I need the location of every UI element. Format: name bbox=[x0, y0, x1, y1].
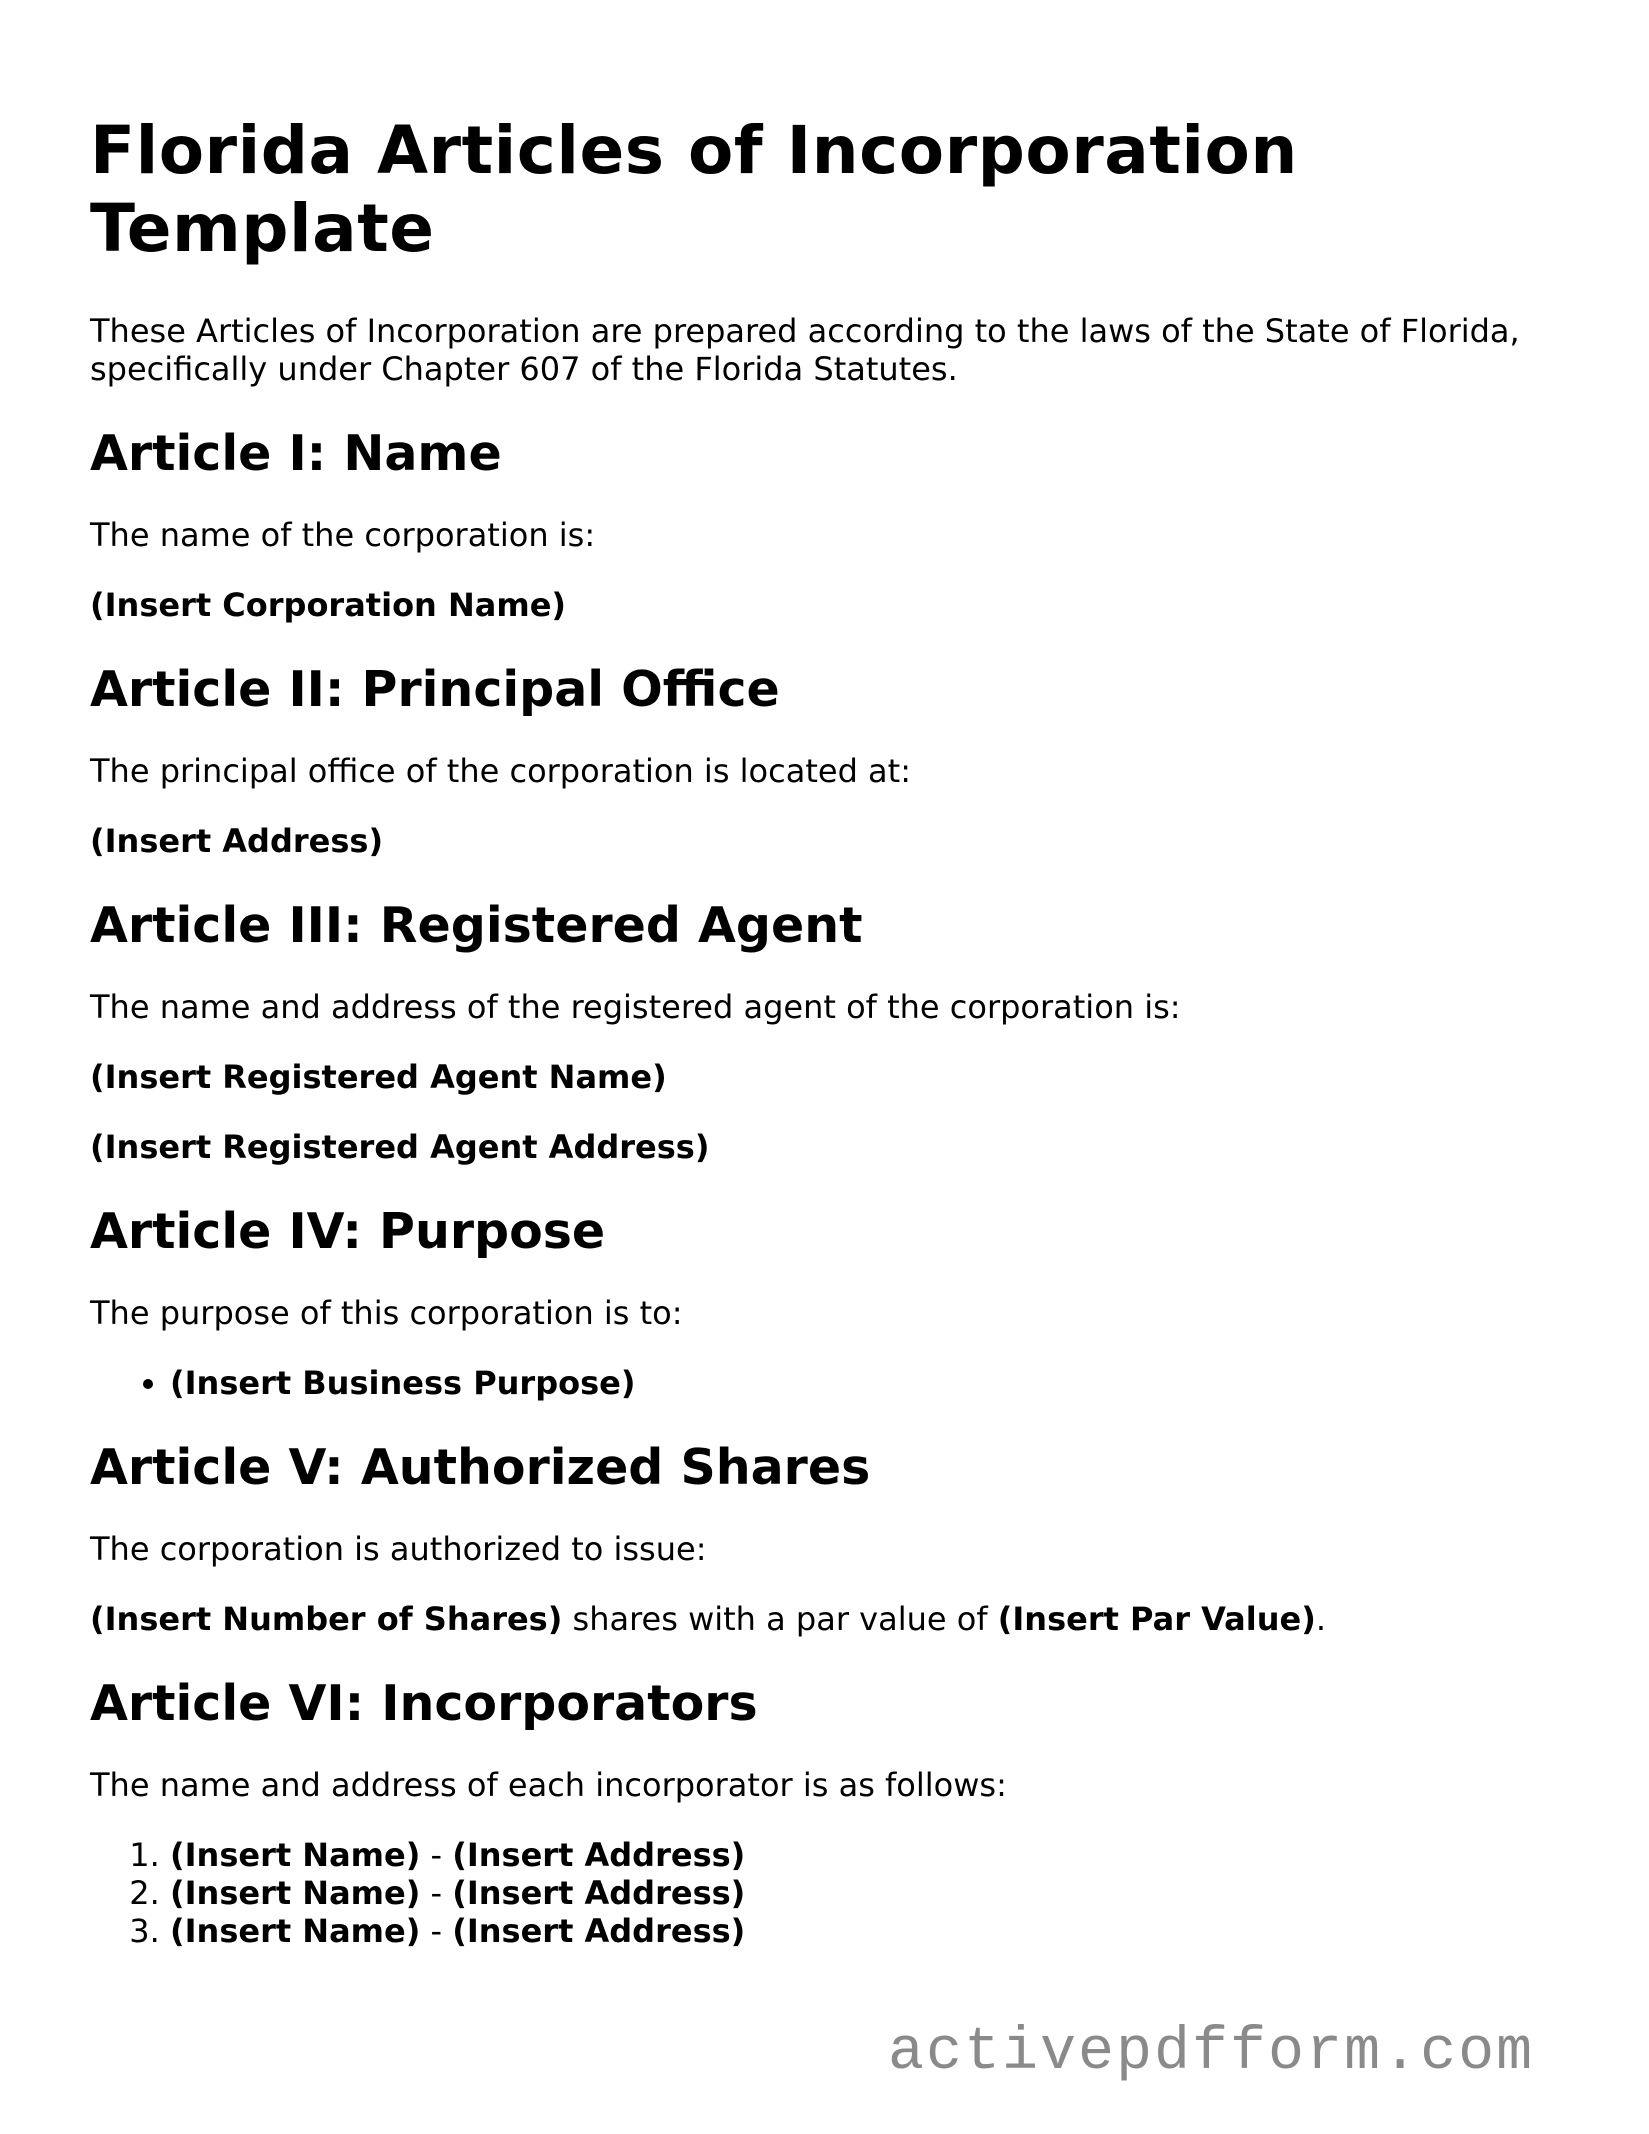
article-office-heading: Article II: Principal Office bbox=[90, 661, 780, 718]
incorporator-separator: - bbox=[420, 1836, 453, 1874]
watermark: activepdfform.com bbox=[888, 2019, 1535, 2087]
shares-end-text: . bbox=[1315, 1600, 1326, 1638]
office-address-placeholder: (Insert Address) bbox=[90, 822, 384, 860]
incorporator-item bbox=[170, 1912, 1570, 1950]
incorporator-separator: - bbox=[420, 1874, 453, 1912]
article-purpose-section bbox=[90, 1202, 1570, 1402]
purpose-list-item: • (Insert Business Purpose) bbox=[170, 1364, 1570, 1402]
article-shares-heading: Article V: Authorized Shares bbox=[90, 1439, 871, 1496]
article-office-text: The principal office of the corporation is located at: bbox=[90, 752, 911, 790]
incorporator-address-placeholder: (Insert Address) bbox=[452, 1874, 746, 1912]
article-name-section bbox=[90, 424, 1570, 624]
incorporator-address-placeholder: (Insert Address) bbox=[452, 1912, 746, 1950]
article-agent-text: The name and address of the registered agent of the corporation is: bbox=[90, 988, 1181, 1026]
incorporators-list bbox=[90, 1836, 1570, 1950]
incorporator-name-placeholder: (Insert Name) bbox=[170, 1874, 421, 1912]
par-value-placeholder: (Insert Par Value) bbox=[997, 1600, 1316, 1638]
article-purpose-heading: Article IV: Purpose bbox=[90, 1203, 606, 1260]
intro-text: These Articles of Incorporation are prepared according to the laws of the State of Florida, specifically under Chapter 607 of the Florida Statutes. bbox=[90, 312, 1520, 388]
article-incorporators-heading: Article VI: Incorporators bbox=[90, 1675, 758, 1732]
incorporator-item bbox=[170, 1874, 1570, 1912]
article-agent-section bbox=[90, 896, 1570, 1166]
article-shares-section bbox=[90, 1438, 1570, 1638]
document-title: Florida Articles of Incorporation Template bbox=[90, 112, 1298, 267]
corporation-name-placeholder: (Insert Corporation Name) bbox=[90, 586, 567, 624]
shares-middle-text: shares with a par value of bbox=[562, 1600, 998, 1638]
article-shares-text: The corporation is authorized to issue: bbox=[90, 1530, 707, 1568]
article-purpose-text: The purpose of this corporation is to: bbox=[90, 1294, 683, 1332]
document bbox=[90, 112, 1570, 1950]
incorporator-separator: - bbox=[420, 1912, 453, 1950]
agent-address-placeholder: (Insert Registered Agent Address) bbox=[90, 1128, 710, 1166]
article-agent-heading: Article III: Registered Agent bbox=[90, 897, 863, 954]
incorporator-item bbox=[170, 1836, 1570, 1874]
incorporator-name-placeholder: (Insert Name) bbox=[170, 1836, 421, 1874]
article-incorporators-text: The name and address of each incorporator is as follows: bbox=[90, 1766, 1007, 1804]
shares-statement bbox=[90, 1600, 1570, 1638]
article-name-text: The name of the corporation is: bbox=[90, 516, 596, 554]
article-office-section bbox=[90, 660, 1570, 860]
agent-name-placeholder: (Insert Registered Agent Name) bbox=[90, 1058, 667, 1096]
purpose-list bbox=[90, 1364, 1570, 1402]
article-incorporators-section bbox=[90, 1674, 1570, 1950]
incorporator-address-placeholder: (Insert Address) bbox=[452, 1836, 746, 1874]
incorporator-name-placeholder: (Insert Name) bbox=[170, 1912, 421, 1950]
article-name-heading: Article I: Name bbox=[90, 425, 502, 482]
number-of-shares-placeholder: (Insert Number of Shares) bbox=[90, 1600, 563, 1638]
